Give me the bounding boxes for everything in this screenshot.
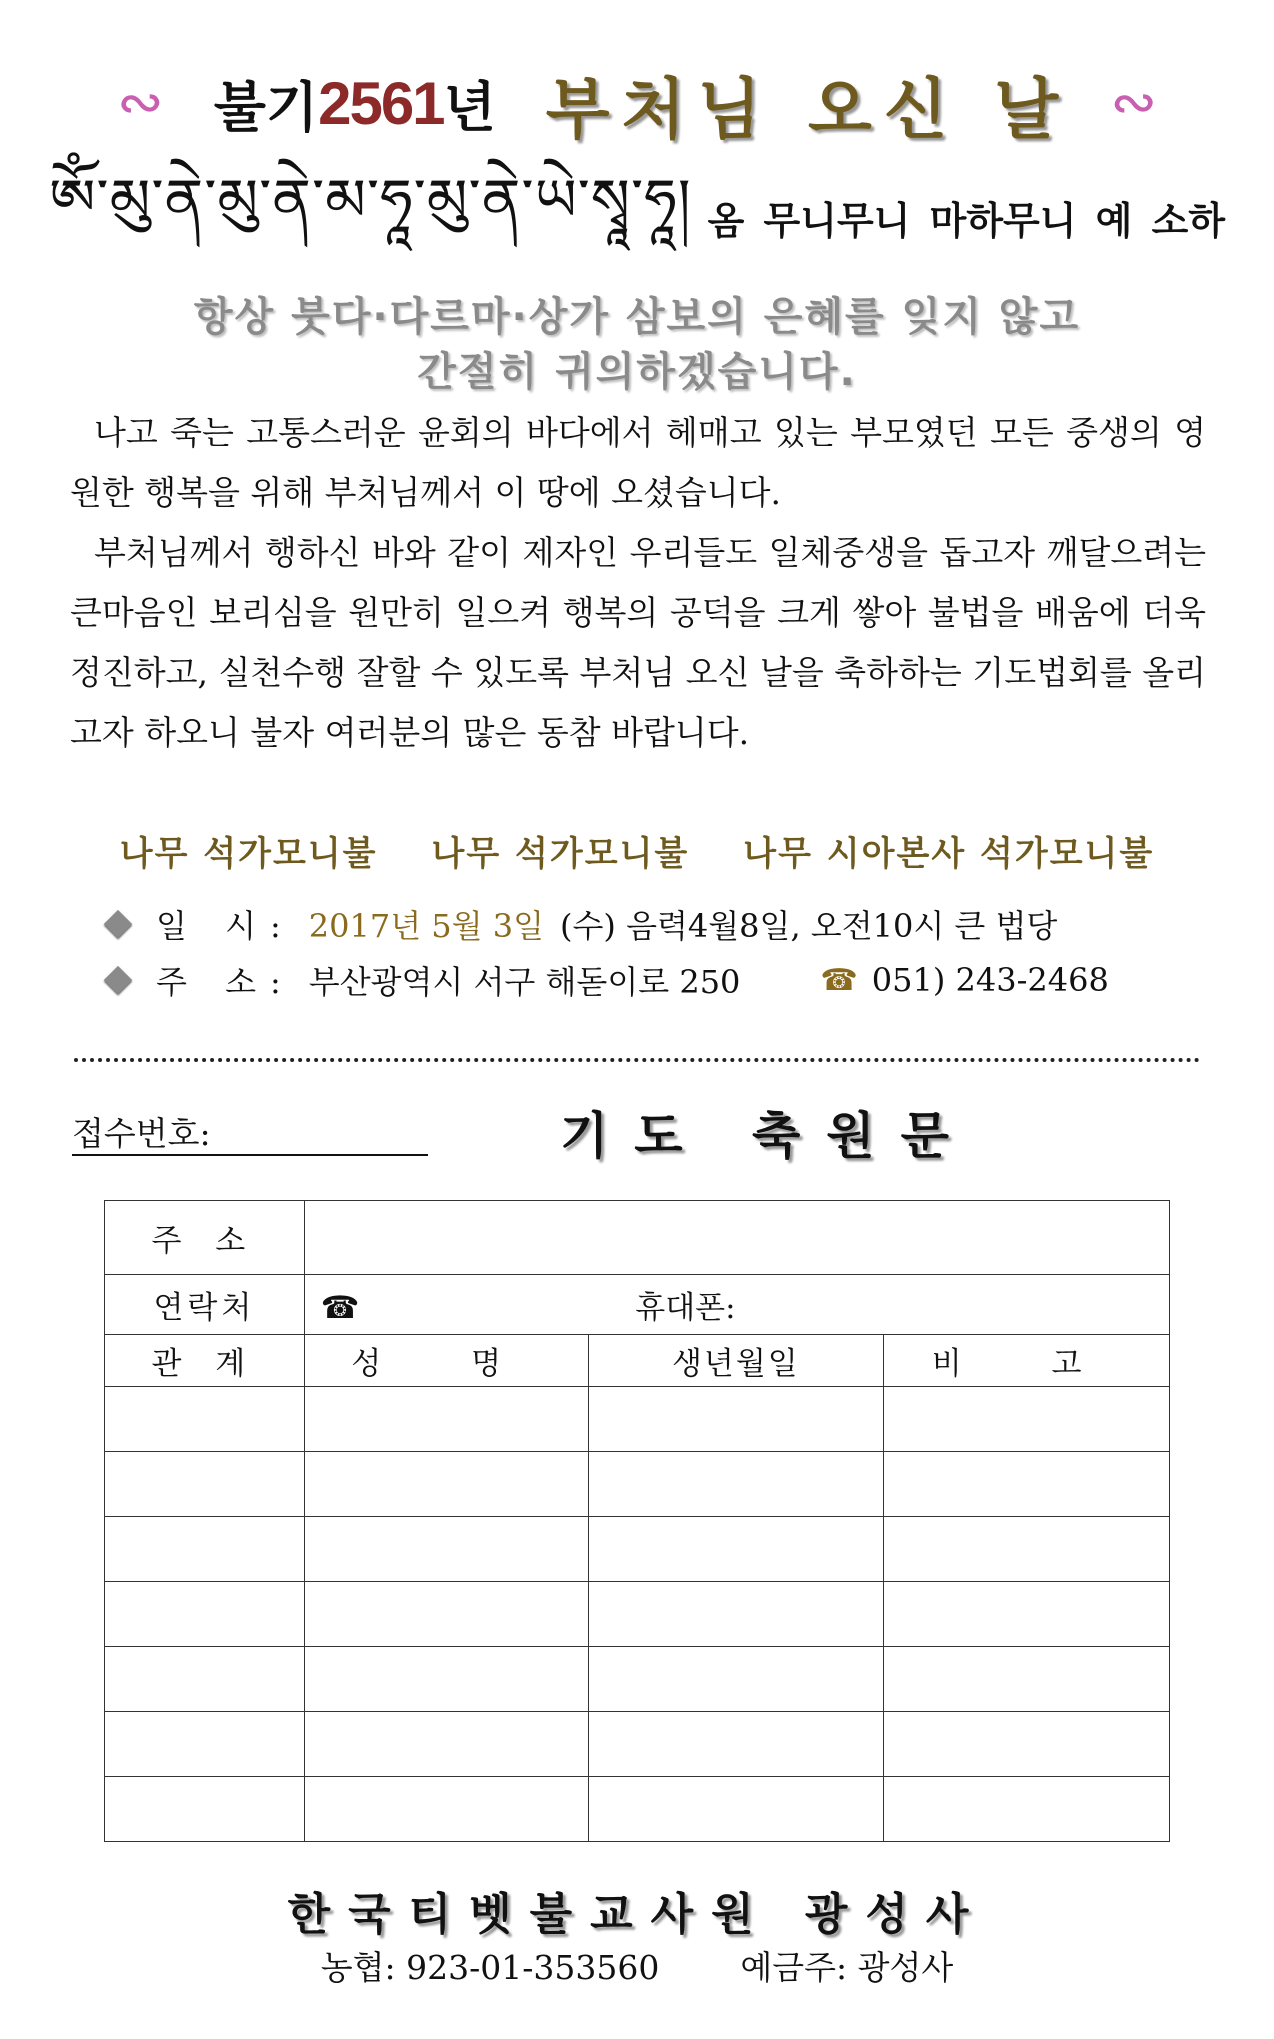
address-input-cell[interactable] — [304, 1201, 1169, 1275]
account-holder: 예금주: 광성사 — [740, 1948, 954, 1987]
info-date-row — [100, 898, 1057, 950]
table-cell[interactable] — [304, 1777, 588, 1842]
mantra-korean: 옴 무니무니 마하무니 예 소하 — [707, 198, 1226, 243]
namu-2: 나무 석가모니불 — [431, 834, 690, 874]
address-value: 부산광역시 서구 해돋이로 250 — [308, 963, 741, 1001]
vow-line-2: 간절히 귀의하겠습니다. — [417, 349, 857, 395]
date-label: 일 시: — [156, 907, 295, 945]
address-row — [105, 1201, 1170, 1275]
receipt-number-field[interactable] — [72, 1108, 428, 1156]
title-year-prefix: 불기 — [213, 75, 319, 139]
receipt-label: 접수번호: — [72, 1114, 211, 1153]
table-row — [105, 1452, 1170, 1517]
title-year-number: 2561 — [318, 69, 444, 137]
table-cell[interactable] — [304, 1647, 588, 1712]
table-cell[interactable] — [105, 1387, 305, 1452]
phone-icon: ☎ — [320, 1290, 360, 1326]
mantra — [0, 165, 1274, 262]
table-cell[interactable] — [884, 1582, 1170, 1647]
address-row-label: 주 소 — [105, 1201, 305, 1275]
prayer-form-table — [104, 1200, 1170, 1842]
table-cell[interactable] — [588, 1647, 884, 1712]
bank-account: 농협: 923-01-353560 — [320, 1948, 660, 1987]
table-cell[interactable] — [588, 1582, 884, 1647]
address-label: 주 소: — [156, 963, 295, 1001]
info-address-row — [100, 954, 1109, 1006]
diamond-bullet-icon — [104, 966, 132, 994]
table-cell[interactable] — [105, 1777, 305, 1842]
table-cell[interactable] — [884, 1517, 1170, 1582]
header-name: 성 명 — [304, 1335, 588, 1387]
namu-line — [0, 826, 1274, 875]
table-cell[interactable] — [588, 1712, 884, 1777]
header-birthdate: 생년월일 — [588, 1335, 884, 1387]
table-cell[interactable] — [588, 1777, 884, 1842]
dotted-divider — [74, 1058, 1200, 1062]
page-title — [0, 58, 1274, 148]
phone-number: 051) 243-2468 — [871, 961, 1109, 999]
table-cell[interactable] — [884, 1712, 1170, 1777]
namu-1: 나무 석가모니불 — [119, 834, 378, 874]
phone-icon: ☎ — [820, 962, 858, 998]
table-row — [105, 1777, 1170, 1842]
table-cell[interactable] — [588, 1452, 884, 1517]
mantra-tibetan: ཨོཾ་མུ་ནེ་མུ་ནེ་མ་ཧཱ་མུ་ནེ་ཡེ་སྭཱ་ཧཱ། — [48, 165, 692, 234]
date-value: 2017년 5월 3일 — [308, 907, 545, 945]
title-year-suffix: 년 — [443, 75, 496, 139]
header-relation: 관 계 — [105, 1335, 305, 1387]
header-note: 비 고 — [884, 1335, 1170, 1387]
paragraph-2: 부처님께서 행하신 바와 같이 제자인 우리들도 일체중생을 돕고자 깨달으려는 큰마음인 보리심을 원만히 일으켜 행복의 공덕을 크게 쌓아 불법을 배움에 더욱 정진하고, 실천수행 잘할 수 있도록 부처님 오신 날을 축하하는 기도법회를 올리고자 하오니 불자 여러분의 많은 동참 바랍니다. — [70, 533, 1206, 752]
title-main: 부처님 오신 날 — [545, 70, 1071, 148]
contact-row — [105, 1275, 1170, 1335]
table-cell[interactable] — [304, 1517, 588, 1582]
table-cell[interactable] — [304, 1712, 588, 1777]
table-row — [105, 1712, 1170, 1777]
ornament-left-icon: ∾ — [116, 70, 164, 135]
table-cell[interactable] — [304, 1452, 588, 1517]
table-row — [105, 1517, 1170, 1582]
table-cell[interactable] — [884, 1452, 1170, 1517]
vow-line-1: 항상 붓다·다르마·상가 삼보의 은혜를 잊지 않고 — [193, 294, 1081, 340]
table-cell[interactable] — [884, 1387, 1170, 1452]
table-cell[interactable] — [304, 1582, 588, 1647]
mobile-label: 휴대폰: — [635, 1290, 736, 1326]
table-cell[interactable] — [588, 1517, 884, 1582]
paragraph-1: 나고 죽는 고통스러운 윤회의 바다에서 헤매고 있는 부모였던 모든 중생의 영원한 행복을 위해 부처님께서 이 땅에 오셨습니다. — [70, 413, 1206, 512]
table-row — [105, 1582, 1170, 1647]
table-cell[interactable] — [105, 1517, 305, 1582]
table-cell[interactable] — [588, 1387, 884, 1452]
table-cell[interactable] — [884, 1647, 1170, 1712]
date-details: (수) 음력4월8일, 오전10시 큰 법당 — [560, 907, 1058, 945]
namu-3: 나무 시아본사 석가모니불 — [743, 834, 1155, 874]
table-cell[interactable] — [105, 1647, 305, 1712]
table-row — [105, 1647, 1170, 1712]
table-cell[interactable] — [884, 1777, 1170, 1842]
ornament-right-icon: ∾ — [1110, 70, 1158, 135]
form-title: 기도 축원문 — [560, 1107, 975, 1165]
contact-row-label: 연락처 — [105, 1275, 305, 1335]
table-cell[interactable] — [105, 1712, 305, 1777]
bank-info — [0, 1942, 1274, 1989]
diamond-bullet-icon — [104, 910, 132, 938]
table-header-row — [105, 1335, 1170, 1387]
table-cell[interactable] — [105, 1452, 305, 1517]
temple-name: 한국티벳불교사원 광성사 — [287, 1889, 987, 1940]
contact-input-cell[interactable] — [304, 1275, 1169, 1335]
table-cell[interactable] — [105, 1582, 305, 1647]
table-cell[interactable] — [304, 1387, 588, 1452]
table-row — [105, 1387, 1170, 1452]
